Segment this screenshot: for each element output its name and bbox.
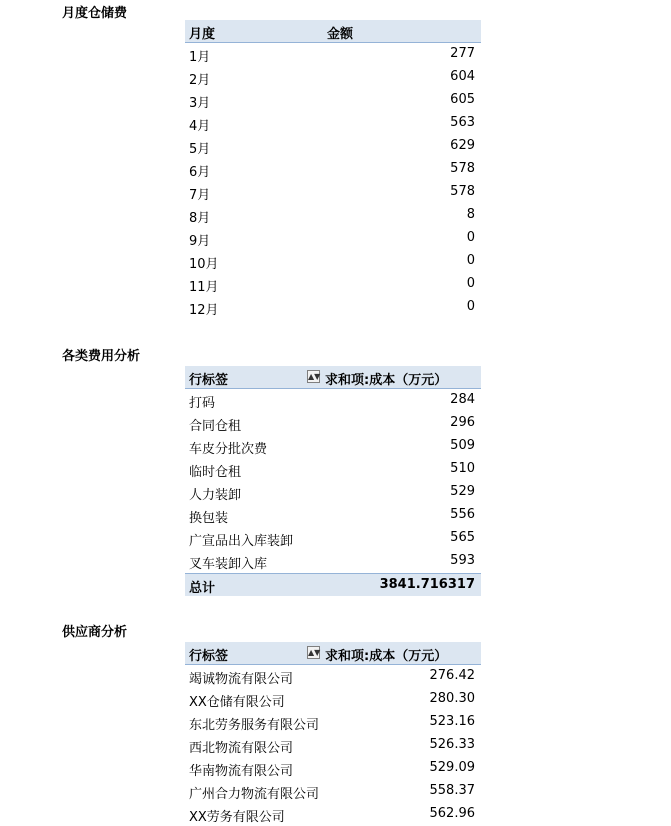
month-column-header[interactable]: 月度 [189, 27, 216, 42]
table-row[interactable] [185, 112, 481, 135]
sort-filter-icon[interactable]: ▲▼ [308, 372, 321, 381]
table-row[interactable] [185, 158, 481, 181]
table-row[interactable] [185, 504, 481, 527]
suppliers-rows [185, 665, 481, 826]
amount-cell: 578 [450, 184, 475, 199]
month-cell: 5月 [189, 142, 211, 157]
supplier-cell: 西北物流有限公司 [189, 741, 294, 756]
categories-header-row [185, 366, 481, 389]
cost-sum-header[interactable]: 求和项:成本（万元） [325, 373, 448, 388]
table-row[interactable] [185, 550, 481, 573]
table-row[interactable] [185, 227, 481, 250]
cost-cell: 529.09 [429, 760, 475, 775]
table-row[interactable] [185, 204, 481, 227]
month-cell: 9月 [189, 234, 211, 249]
cost-cell: 510 [450, 461, 475, 476]
categories-pivot-table [185, 366, 481, 596]
amount-cell: 629 [450, 138, 475, 153]
amount-cell: 578 [450, 161, 475, 176]
cost-cell: 593 [450, 553, 475, 568]
total-label: 总计 [189, 581, 216, 596]
amount-cell: 563 [450, 115, 475, 130]
table-row[interactable] [185, 66, 481, 89]
sort-filter-icon[interactable]: ▲▼ [308, 648, 321, 657]
amount-cell: 0 [466, 230, 475, 245]
cost-cell: 296 [450, 415, 475, 430]
table-row[interactable] [185, 757, 481, 780]
amount-cell: 0 [466, 276, 475, 291]
table-row[interactable] [185, 734, 481, 757]
category-cell: 打码 [189, 396, 216, 411]
amount-cell: 0 [466, 253, 475, 268]
cost-cell: 280.30 [429, 691, 475, 706]
monthly-header-row [185, 20, 481, 43]
categories-total-row [185, 573, 481, 596]
row-labels-header[interactable]: 行标签 [189, 649, 229, 664]
monthly-pivot-table [185, 20, 481, 319]
row-labels-header[interactable]: 行标签 [189, 373, 229, 388]
supplier-cell: XX劳务有限公司 [189, 810, 285, 825]
cost-cell: 558.37 [429, 783, 475, 798]
category-cell: 人力装卸 [189, 488, 242, 503]
table-row[interactable] [185, 435, 481, 458]
month-cell: 3月 [189, 96, 211, 111]
monthly-section-title: 月度仓储费 [62, 6, 128, 21]
category-cell: 合同仓租 [189, 419, 242, 434]
amount-cell: 277 [450, 46, 475, 61]
table-row[interactable] [185, 711, 481, 734]
amount-cell: 0 [466, 299, 475, 314]
month-cell: 10月 [189, 257, 219, 272]
month-cell: 4月 [189, 119, 211, 134]
supplier-cell: 竭诚物流有限公司 [189, 672, 294, 687]
table-row[interactable] [185, 389, 481, 412]
month-cell: 6月 [189, 165, 211, 180]
table-row[interactable] [185, 43, 481, 66]
month-cell: 7月 [189, 188, 211, 203]
category-cell: 临时仓租 [189, 465, 242, 480]
supplier-cell: 华南物流有限公司 [189, 764, 294, 779]
month-cell: 2月 [189, 73, 211, 88]
supplier-cell: XX仓储有限公司 [189, 695, 285, 710]
categories-section-title: 各类费用分析 [62, 349, 141, 364]
table-row[interactable] [185, 803, 481, 826]
month-cell: 12月 [189, 303, 219, 318]
suppliers-section-title: 供应商分析 [62, 625, 128, 640]
month-cell: 1月 [189, 50, 211, 65]
total-value: 3841.716317 [379, 577, 475, 592]
table-row[interactable] [185, 665, 481, 688]
table-row[interactable] [185, 89, 481, 112]
table-row[interactable] [185, 135, 481, 158]
amount-cell: 604 [450, 69, 475, 84]
table-row[interactable] [185, 458, 481, 481]
cost-sum-header[interactable]: 求和项:成本（万元） [325, 649, 448, 664]
amount-cell: 8 [466, 207, 475, 222]
month-cell: 8月 [189, 211, 211, 226]
supplier-cell: 广州合力物流有限公司 [189, 787, 320, 802]
cost-cell: 509 [450, 438, 475, 453]
table-row[interactable] [185, 481, 481, 504]
cost-cell: 529 [450, 484, 475, 499]
table-row[interactable] [185, 250, 481, 273]
amount-column-header[interactable]: 金额 [327, 27, 354, 42]
cost-cell: 523.16 [429, 714, 475, 729]
suppliers-pivot-table [185, 642, 481, 826]
table-row[interactable] [185, 688, 481, 711]
supplier-cell: 东北劳务服务有限公司 [189, 718, 320, 733]
cost-cell: 556 [450, 507, 475, 522]
table-row[interactable] [185, 296, 481, 319]
month-cell: 11月 [189, 280, 219, 295]
table-row[interactable] [185, 780, 481, 803]
category-cell: 叉车装卸入库 [189, 557, 268, 572]
category-cell: 车皮分批次费 [189, 442, 268, 457]
category-cell: 广宣品出入库装卸 [189, 534, 294, 549]
table-row[interactable] [185, 273, 481, 296]
table-row[interactable] [185, 412, 481, 435]
cost-cell: 284 [450, 392, 475, 407]
amount-cell: 605 [450, 92, 475, 107]
cost-cell: 276.42 [429, 668, 475, 683]
category-cell: 换包装 [189, 511, 229, 526]
monthly-rows [185, 43, 481, 319]
cost-cell: 565 [450, 530, 475, 545]
table-row[interactable] [185, 527, 481, 550]
cost-cell: 562.96 [429, 806, 475, 821]
cost-cell: 526.33 [429, 737, 475, 752]
table-row[interactable] [185, 181, 481, 204]
suppliers-header-row [185, 642, 481, 665]
categories-rows [185, 389, 481, 573]
